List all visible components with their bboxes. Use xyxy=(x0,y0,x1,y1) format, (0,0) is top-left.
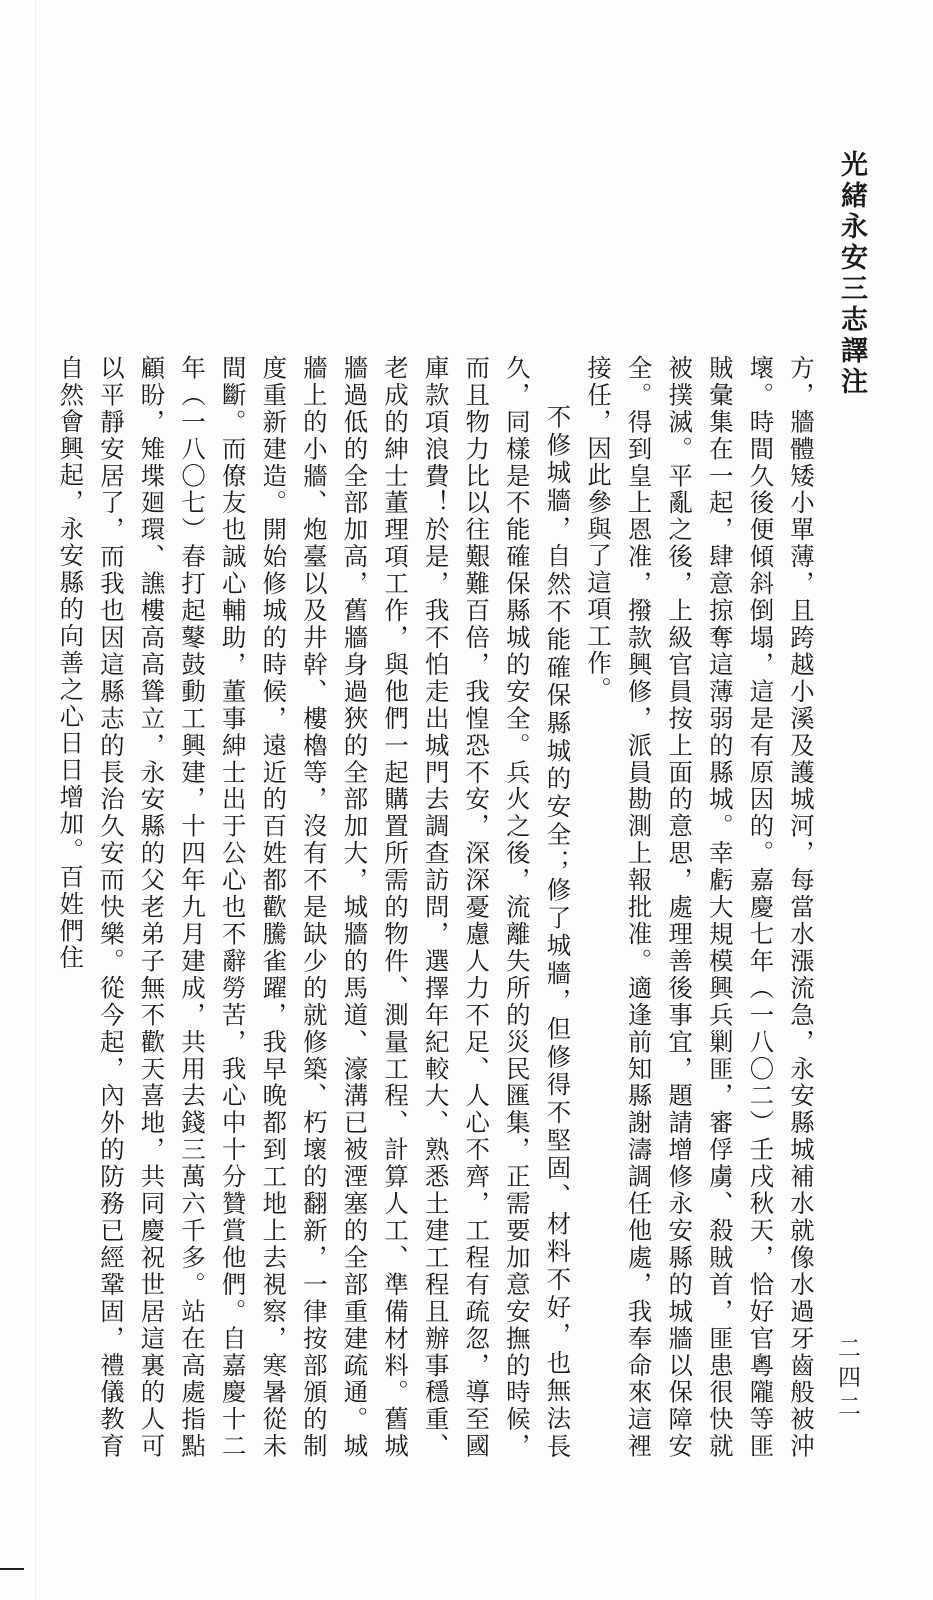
body-text xyxy=(55,355,820,1460)
page-number: 二四二 xyxy=(834,1336,860,1423)
bottom-left-mark xyxy=(0,1568,24,1570)
running-title: 光緒永安三志譯注 xyxy=(836,150,867,398)
paragraph-1: 方，牆體矮小單薄，且跨越小溪及護城河，每當水漲流急，永安縣城補水就像水過牙齒般被沖壞。時間久後便傾斜倒塌，這是有原因的。嘉慶七年（一八〇二）壬戌秋天，恰好官粵隴等匪賊彙集在一起，肆意掠奪這薄弱的縣城。幸虧大規模興兵剿匪，審俘虜、殺賊首，匪患很快就被撲滅。平亂之後，上級官員按上面的意思，處理善後事宜，題請增修永安縣的城牆以保障安全。得到皇上恩准，撥款興修，派員勘測上報批准。適逢前知縣謝濤調任他處，我奉命來這裡接任，因此參與了這項工作。 xyxy=(583,355,815,1460)
page-edge-shadow xyxy=(35,0,36,1600)
paragraph-2: 不修城牆，自然不能確保縣城的安全；修了城牆，但修得不堅固、材料不好，也無法長久，同樣是不能確保縣城的安全。兵火之後，流離失所的災民匯集，正需要加意安撫的時候，而且物力比以往艱難百倍，我惶恐不安，深深憂慮人力不足、人心不齊，工程有疏忽，導至國庫款項浪費！於是，我不怕走出城門去調查訪問，選擇年紀較大、熟悉土建工程且辦事穩重、老成的紳士董理項工作，與他們一起購置所需的物件、測量工程、計算人工、準備材料。舊城牆過低的全部加高，舊牆身過狹的全部加大，城牆的馬道、濠溝已被湮塞的全部重建疏通。城牆上的小牆、炮臺以及井幹、樓櫓等，沒有不是缺少的就修築、朽壞的翻新，一律按部頒的制度重新建造。開始修城的時候，遠近的百姓都歡騰雀躍，我早晚都到工地上去視察，寒暑從未間斷。而僚友也誠心輔助，董事紳士出于公心也不辭勞苦，我心中十分贊賞他們。自嘉慶十二年（一八〇七）春打起鼕鼓動工興建，十四年九月建成，共用去錢三萬六千多。站在高處指點顧盼，雉堞廻環、譙樓高高聳立，永安縣的父老弟子無不歡天喜地，共同慶祝世居這裏的人可以平靜安居了，而我也因這縣志的長治久安而快樂。從今起，內外的防務已經鞏固，禮儀教育自然會興起，永安縣的向善之心日日增加。百姓們住 xyxy=(55,355,572,1460)
